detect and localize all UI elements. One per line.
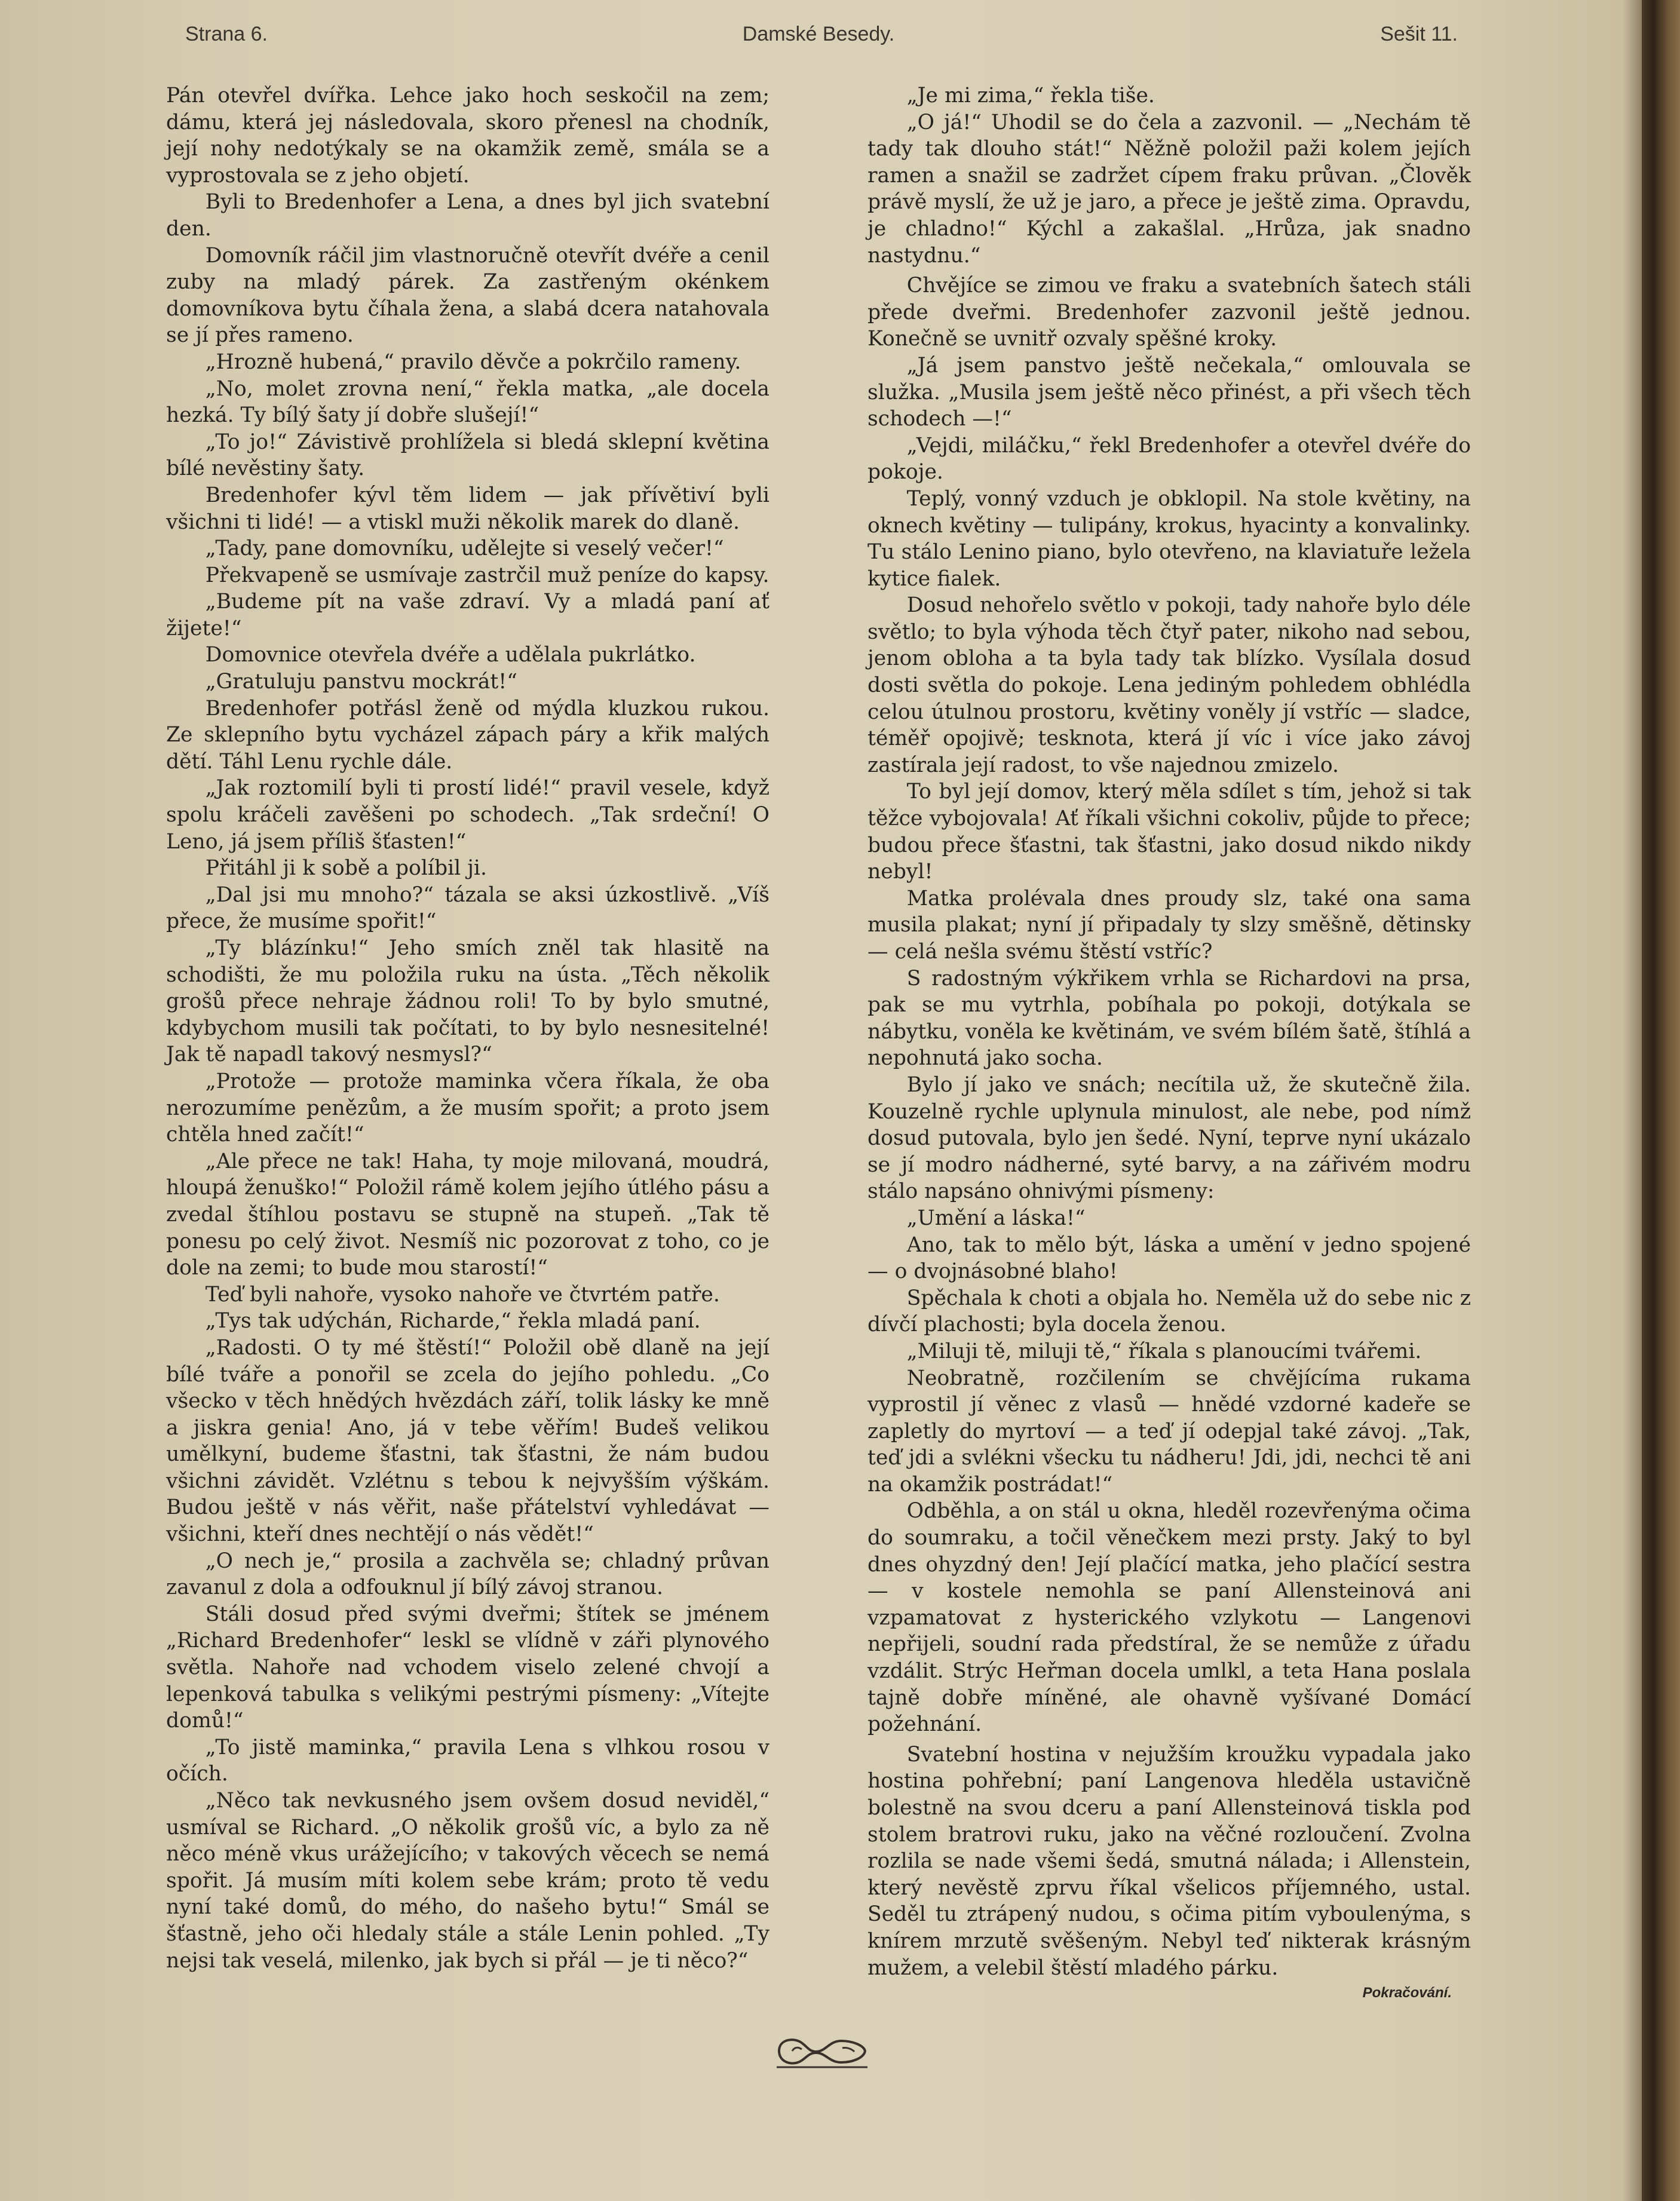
paragraph: Teplý, vonný vzduch je obklopil. Na stole květiny, na oknech květiny — tulipány, krokus, hyacinty a konvalinky. Tu stálo Lenino piano, bylo otevřeno, na klaviatuře ležela kytice fialek. bbox=[867, 486, 1471, 591]
paragraph: Překvapeně se usmívaje zastrčil muž peníze do kapsy. bbox=[205, 563, 770, 587]
paragraph: „Ty blázínku!“ Jeho smích zněl tak hlasitě na schodišti, že mu položila ruku na ústa. „Těch několik grošů přece nehraje žádnou roli! To by bylo smutné, kdybychom musili tak počítati, to by bylo nesnesitelné! Jak tě napadl takový nesmysl?“ bbox=[166, 936, 770, 1067]
paragraph: Bredenhofer kývl těm lidem — jak přívětiví byli všichni ti lidé! — a vtiskl muži několik marek do dlaně. bbox=[166, 483, 770, 534]
paragraph: „Umění a láska!“ bbox=[906, 1206, 1086, 1230]
paragraph: Teď byli nahoře, vysoko nahoře ve čtvrtém patře. bbox=[205, 1282, 720, 1307]
paragraph: „Je mi zima,“ řekla tiše. bbox=[906, 84, 1155, 108]
paragraph: „O já!“ Uhodil se do čela a zazvonil. — „Nechám tě tady tak dlouho stát!“ Něžně položil paži kolem jejích ramen a snažil se zadržet cípem fraku průvan. „Člověk právě myslí, že už je jaro, a přece je ještě zima. Opravdu, je chladno!“ Kýchl a zakašlal. „Hrůza, jak snadno nastydnu.“ bbox=[867, 110, 1471, 268]
page-number: Strana 6. bbox=[185, 23, 268, 45]
paragraph: Domovník ráčil jim vlastnoručně otevřít dvéře a cenil zuby na mladý párek. Za zastřeným okénkem domovníkova bytu číhala žena, a slabá dcera natahovala se jí přes rameno. bbox=[166, 243, 770, 348]
paragraph: „To jistě maminka,“ pravila Lena s vlhkou rosou v očích. bbox=[166, 1735, 770, 1786]
paragraph: Přitáhl ji k sobě a políbil ji. bbox=[205, 856, 487, 881]
paragraph: Svatební hostina v nejužším kroužku vypadala jako hostina pohřební; paní Langenova hleděla ustavičně bolestně na svou dceru a paní Allensteinová tiskla pod stolem bratrovi ruku, jako na věčné rozloučení. Zvolna rozlila se nade všemi šedá, smutná nálada; i Allenstein, který nevěstě zprvu říkal všelicos příjemného, ustal. Seděl tu ztrápený nudou, s očima pitím vyboulenýma, s knírem mrzutě svěšeným. Nebyl teď nikterak krásným mužem, a velebil štěstí mladého párku. bbox=[867, 1742, 1471, 1980]
paragraph: Bredenhofer potřásl ženě od mýdla kluzkou rukou. Ze sklepního bytu vycházel zápach páry a křik malých dětí. Táhl Lenu rychle dále. bbox=[166, 696, 770, 774]
paragraph: „Miluji tě, miluji tě,“ říkala s planoucími tvářemi. bbox=[906, 1339, 1422, 1363]
paragraph: „Radosti. O ty mé štěstí!“ Položil obě dlaně na její bílé tváře a ponořil se zcela do jejího pohledu. „Co všecko v těch hnědých hvězdách září, tolik lásky ke mně a jiskra genia! Ano, já v tebe věřím! Budeš velikou umělkyní, budeme šťastni, tak šťastni, že nám budou všichni závidět. Vzlétnu s tebou k nejvyšším výškám. Budou ještě v nás věřit, naše přátelství vyhledávat — všichni, kteří dnes nechtějí o nás vědět!“ bbox=[166, 1335, 770, 1547]
printer-ornament-icon bbox=[774, 2031, 870, 2071]
issue-number: Sešit 11. bbox=[1380, 23, 1458, 45]
paragraph: Stáli dosud před svými dveřmi; štítek se jménem „Richard Bredenhofer“ leskl se vlídně v záři plynového světla. Nahoře nad vchodem viselo zelené chvojí a lepenková tabulka s velikými pestrými písmeny: „Vítejte domů!“ bbox=[166, 1602, 770, 1733]
paragraph: Dosud nehořelo světlo v pokoji, tady nahoře bylo déle světlo; to byla výhoda těch čtyř pater, nikoho nad sebou, jenom obloha a ta byla tady tak blízko. Vysílala dosud dosti světla do pokoje. Lena jediným pohledem obhlédla celou útulnou prostoru, květiny voněly jí vstříc — sladce, téměř opojivě; tesknota, která jí víc i více jako závoj zastírala její radost, to vše najednou zmizelo. bbox=[867, 593, 1471, 777]
book-spine bbox=[1642, 0, 1680, 2201]
paragraph: „Dal jsi mu mnoho?“ tázala se aksi úzkostlivě. „Víš přece, že musíme spořit!“ bbox=[166, 882, 770, 934]
journal-title: Damské Besedy. bbox=[742, 23, 895, 45]
paragraph: Chvějíce se zimou ve fraku a svatebních šatech stáli přede dveřmi. Bredenhofer zazvonil ještě jednou. Konečně se uvnitř ozvaly spěšné kroky. bbox=[867, 274, 1471, 351]
right-column bbox=[867, 82, 1471, 1981]
paragraph: Domovnice otevřela dvéře a udělala pukrlátko. bbox=[205, 643, 696, 667]
left-column bbox=[166, 82, 770, 1974]
paragraph: Matka prolévala dnes proudy slz, také ona sama musila plakat; nyní jí připadaly ty slzy směšně, dětinsky — celá nešla svému štěstí vstříc? bbox=[867, 886, 1471, 964]
page-edge-shadow bbox=[1623, 0, 1642, 2201]
paragraph: Spěchala k choti a objala ho. Neměla už do sebe nic z dívčí plachosti; byla docela ženou. bbox=[867, 1286, 1471, 1337]
paragraph: Neobratně, rozčilením se chvějícíma rukama vyprostil jí věnec z vlasů — hnědé vzdorné kadeře se zapletly do myrtoví — a teď jí odepjal také závoj. „Tak, teď jdi a svlékni všecku tu nádheru! Jdi, jdi, nechci tě ani na okamžik postrádat!“ bbox=[867, 1366, 1471, 1497]
paragraph: Bylo jí jako ve snách; necítila už, že skutečně žila. Kouzelně rychle uplynula minulost, ale nebe, pod nímž dosud putovala, bylo jen šedé. Nyní, teprve nyní ukázalo se jí modro nádherné, syté barvy, a na zářivém modru stálo napsáno ohnivými písmeny: bbox=[867, 1072, 1471, 1204]
paragraph: „No, molet zrovna není,“ řekla matka, „ale docela hezká. Ty bílý šaty jí dobře slušejí!“ bbox=[166, 376, 770, 428]
paragraph: „Budeme pít na vaše zdraví. Vy a mladá paní ať žijete!“ bbox=[166, 590, 770, 640]
continuation-note: Pokračování. bbox=[1362, 1985, 1452, 2001]
paragraph: „Já jsem panstvo ještě nečekala,“ omlouvala se služka. „Musila jsem ještě něco přinést, a při všech těch schodech —!“ bbox=[867, 353, 1471, 431]
paragraph: „To jo!“ Závistivě prohlížela si bledá sklepní květina bílé nevěstiny šaty. bbox=[166, 430, 770, 481]
paragraph: „Tady, pane domovníku, udělejte si veselý večer!“ bbox=[205, 537, 724, 561]
paragraph: „Gratuluju panstvu mockrát!“ bbox=[205, 670, 517, 694]
paragraph: „Hrozně hubená,“ pravilo děvče a pokrčilo rameny. bbox=[205, 350, 741, 374]
paragraph: To byl její domov, který měla sdílet s tím, jehož si tak těžce vybojovala! Ať říkali všichni cokoliv, půjde to přece; budou přece šťastni, tak šťastni, jako dosud nikdo nikdy nebyl! bbox=[867, 780, 1471, 884]
paragraph: Byli to Bredenhofer a Lena, a dnes byl jich svatební den. bbox=[166, 190, 770, 241]
paragraph: „Vejdi, miláčku,“ řekl Bredenhofer a otevřel dvéře do pokoje. bbox=[867, 433, 1471, 485]
paragraph: „Tys tak udýchán, Richarde,“ řekla mladá paní. bbox=[205, 1309, 701, 1334]
paragraph: „Ale přece ne tak! Haha, ty moje milovaná, moudrá, hloupá ženuško!“ Položil rámě kolem jejího útlého pásu a zvedal štíhlou postavu se stupně na stupeň. „Tak tě ponesu po celý život. Nesmíš nic pozorovat z toho, co je dole na zemi; to bude mou starostí!“ bbox=[166, 1149, 770, 1280]
paragraph: „O nech je,“ prosila a zachvěla se; chladný průvan zavanul z dola a odfouknul jí bílý závoj stranou. bbox=[166, 1549, 770, 1600]
paragraph: „Jak roztomilí byli ti prostí lidé!“ pravil vesele, když spolu kráčeli zavěšeni po schodech. „Tak srdeční! O Leno, já jsem příliš šťasten!“ bbox=[166, 776, 770, 854]
paragraph: „Protože — protože maminka včera říkala, že oba nerozumíme penězům, a že musím spořit; a proto jsem chtěla hned začít!“ bbox=[166, 1069, 770, 1147]
paragraph: „Něco tak nevkusného jsem ovšem dosud neviděl,“ usmíval se Richard. „O několik grošů víc, a bylo za ně něco méně vkus urážejícího; v takových věcech se nemá spořit. Já musím míti kolem sebe krám; proto tě vedu nyní také domů, do mého, do našeho bytu!“ Smál se šťastně, jeho oči hledaly stále a stále Lenin pohled. „Ty nejsi tak veselá, milenko, jak bych si přál — je ti něco?“ bbox=[166, 1789, 770, 1973]
paragraph: Odběhla, a on stál u okna, hleděl rozevřenýma očima do soumraku, a točil věnečkem mezi prsty. Jaký to byl dnes ohyzdný den! Její plačící matka, jeho plačící sestra — v kostele nemohla se paní Allensteinová ani vzpamatovat z hysterického vzlykotu — Langenovi nepřijeli, soudní rada předstíral, že se nemůže z úřadu vzdálit. Strýc Heřman docela umlkl, a teta Hana poslala tajně dobře míněné, ale ohavně vyšívané Domácí požehnání. bbox=[867, 1499, 1471, 1737]
paragraph: Pán otevřel dvířka. Lehce jako hoch seskočil na zem; dámu, která jej následovala, skoro přenesl na chodník, její nohy nedotýkaly se na okamžik země, smála se a vyprostovala se z jeho objetí. bbox=[166, 84, 770, 188]
paragraph: S radostným výkřikem vrhla se Richardovi na prsa, pak se mu vytrhla, pobíhala po pokoji, dotýkala se nábytku, voněla ke květinám, ve svém bílém šatě, štíhlá a nepohnutá jako socha. bbox=[867, 966, 1471, 1071]
running-header bbox=[179, 23, 1458, 59]
paragraph: Ano, tak to mělo být, láska a umění v jedno spojené — o dvojnásobné blaho! bbox=[867, 1233, 1471, 1284]
